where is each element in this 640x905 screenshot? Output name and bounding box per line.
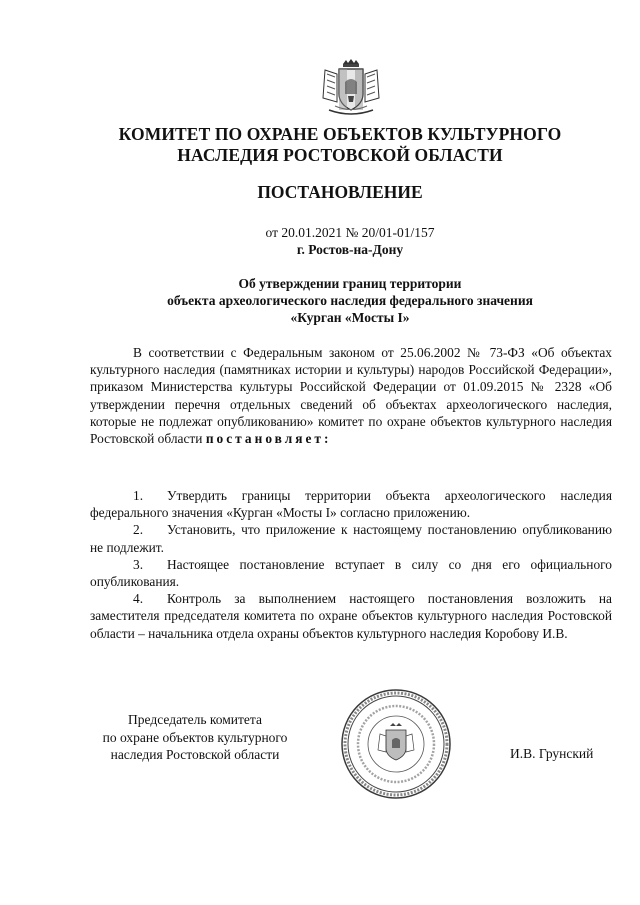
signatory-position	[70, 711, 320, 764]
list-item	[90, 521, 612, 555]
subject-line1: Об утверждении границ территории	[238, 276, 462, 291]
list-item	[90, 556, 612, 590]
date-number: от 20.01.2021 № 20/01-01/157	[265, 225, 435, 240]
org-title-line1: КОМИТЕТ ПО ОХРАНЕ ОБЪЕКТОВ КУЛЬТУРНОГО	[118, 124, 562, 144]
item-number: 3.	[133, 556, 144, 572]
preamble-text: В соответствии с Федеральным законом от 25.06.2002 № 73-ФЗ «Об объектах культурного наследия (памятниках истории и культуры) народов Российской Федерации», приказом Министерства культуры Российской Федерации от 01.09.2015 № 2328 «Об утверждении перечня отдельных сведений об объектах археологического наследия, которые не подлежат опубликованию» комитет по охране объектов культурного наследия Ростовской области	[90, 345, 612, 447]
signer-name: И.В. Грунский	[510, 746, 594, 761]
item-number: 2.	[133, 522, 144, 538]
item-text: Установить, что приложение к настоящему постановлению опубликованию не подлежит.	[90, 522, 612, 555]
org-title-line2: НАСЛЕДИЯ РОСТОВСКОЙ ОБЛАСТИ	[177, 145, 503, 165]
position-line1: Председатель комитета	[128, 712, 262, 727]
item-number: 1.	[133, 488, 144, 503]
document-type: ПОСТАНОВЛЕНИЕ	[257, 182, 423, 202]
document-meta	[150, 224, 550, 258]
coat-of-arms-icon	[315, 58, 387, 118]
item-text: Настоящее постановление вступает в силу со дня его официального опубликования.	[90, 556, 612, 590]
city: г. Ростов-на-Дону	[296, 242, 404, 257]
document-subject	[80, 275, 620, 326]
resolution-items	[90, 487, 612, 642]
official-seal-icon	[340, 688, 452, 800]
item-text: Утвердить границы территории объекта археологического наследия федерального значения «Курган «Мосты I» согласно приложению.	[90, 488, 612, 521]
list-item	[90, 590, 612, 642]
position-line3: наследия Ростовской области	[110, 747, 280, 762]
item-text: Контроль за выполнением настоящего постановления возложить на заместителя председателя комитета по охране объектов культурного наследия Ростовской области – начальника отдела охраны объектов культурного наследия Коробову И.В.	[90, 591, 612, 641]
position-line2: по охране объектов культурного	[102, 729, 288, 745]
preamble	[90, 344, 612, 447]
item-number: 4.	[133, 591, 144, 607]
subject-line2: объекта археологического наследия федерального значения	[167, 293, 533, 308]
resolves-word: постановляет:	[205, 431, 332, 447]
subject-line3: «Курган «Мосты I»	[290, 310, 410, 325]
list-item	[90, 487, 612, 521]
organization-title	[60, 124, 620, 166]
